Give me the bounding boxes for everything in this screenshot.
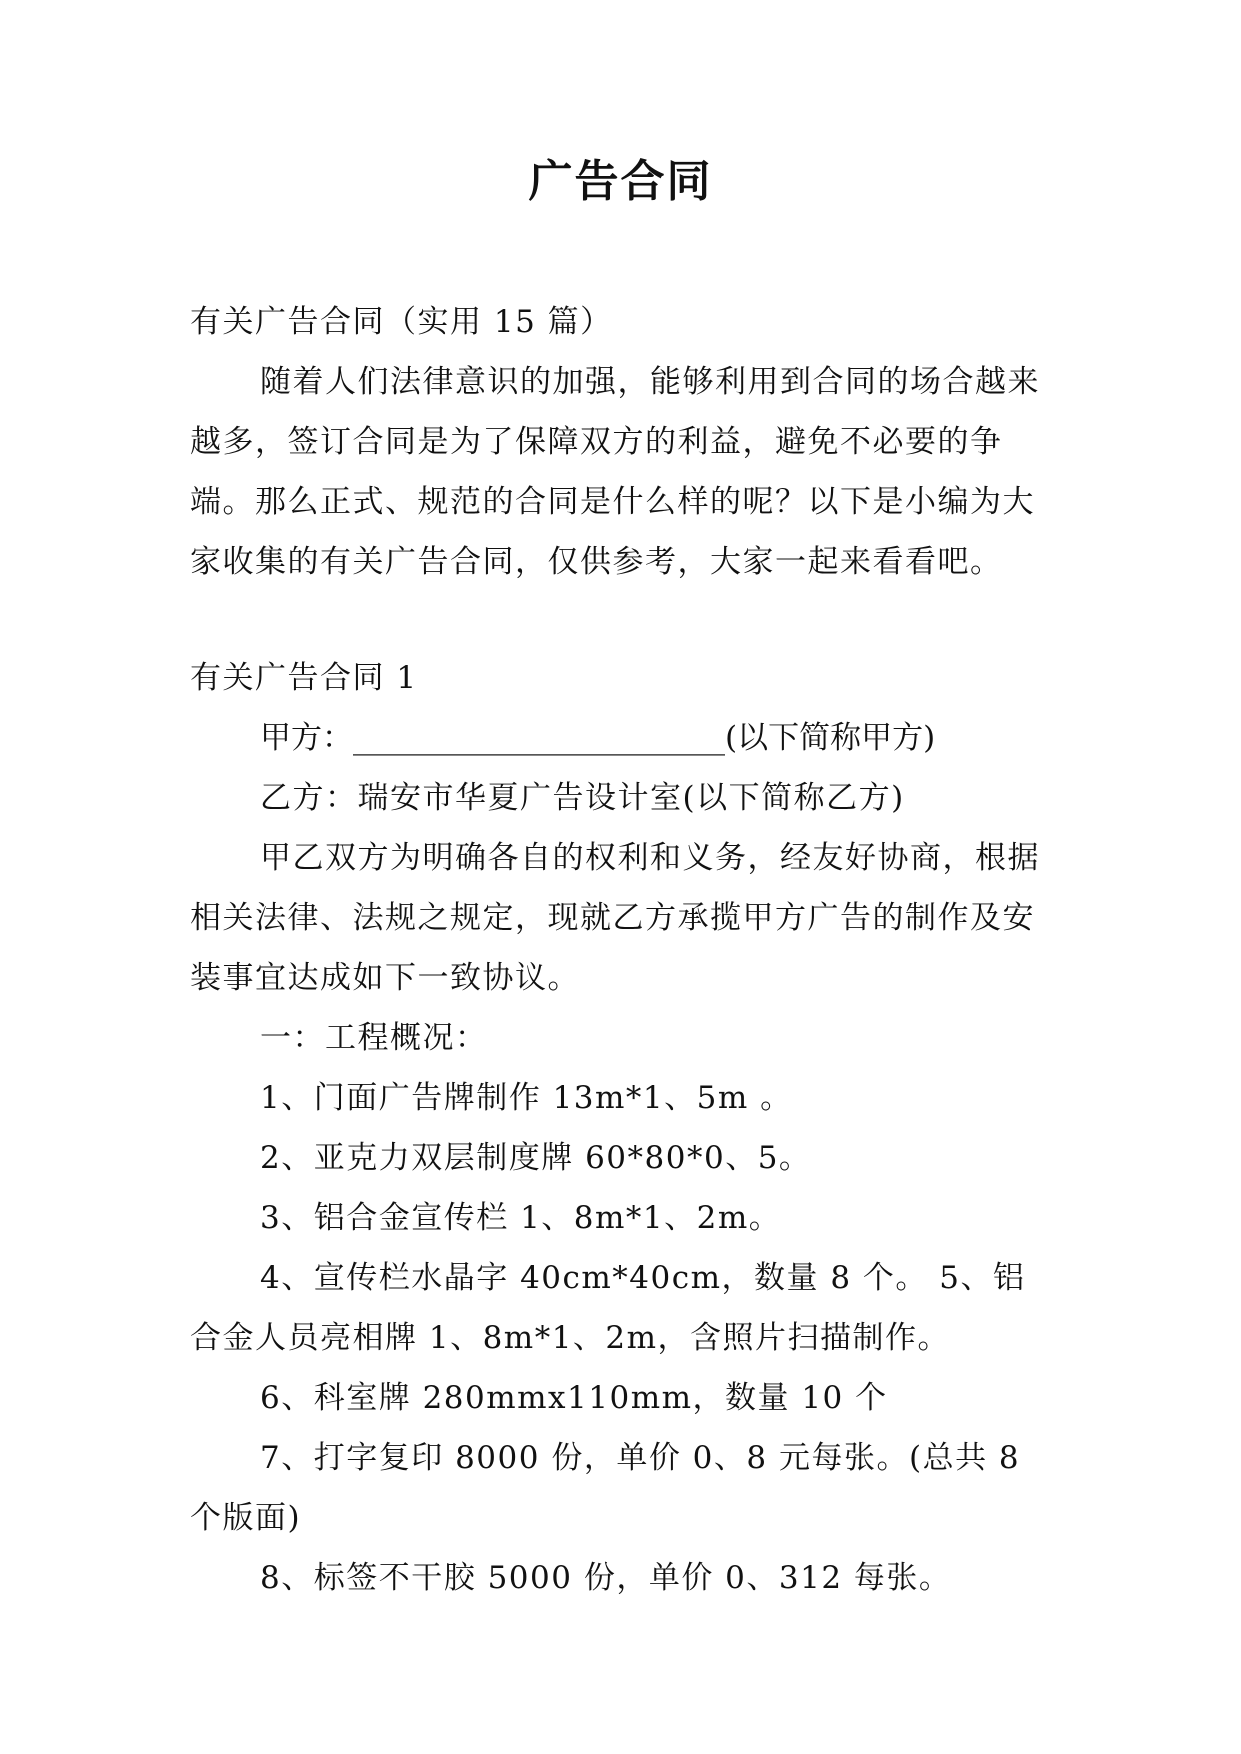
intro-paragraph: 随着人们法律意识的加强，能够利用到合同的场合越来越多，签订合同是为了保障双方的利益，避免不必要的争端。那么正式、规范的合同是什么样的呢？以下是小编为大家收集的有关广告合同，仅供参考，大家一起来看看吧。 [190, 364, 1040, 580]
project-item: 7、打字复印 8000 份，单价 0、8 元每张。(总共 8 个版面) [190, 1440, 1021, 1536]
project-item: 1、门面广告牌制作 13m*1、5m 。 [260, 1080, 793, 1116]
agreement-paragraph: 甲乙双方为明确各自的权利和义务，经友好协商，根据相关法律、法规之规定，现就乙方承揽甲方广告的制作及安装事宜达成如下一致协议。 [190, 840, 1040, 996]
party-b-line: 乙方：瑞安市华夏广告设计室(以下简称乙方) [260, 780, 905, 816]
document-title: 广告合同 [528, 156, 713, 207]
document-body [190, 292, 1050, 1608]
project-heading: 一：工程概况： [260, 1020, 488, 1056]
party-a-line: 甲方：________________________(以下简称甲方) [260, 720, 936, 756]
project-item: 2、亚克力双层制度牌 60*80*0、5。 [260, 1140, 812, 1176]
project-item: 8、标签不干胶 5000 份，单价 0、312 每张。 [260, 1560, 952, 1596]
section-heading: 有关广告合同 1 [190, 660, 418, 696]
project-item: 3、铝合金宣传栏 1、8m*1、2m。 [260, 1200, 782, 1236]
document-subtitle: 有关广告合同（实用 15 篇） [190, 304, 613, 340]
project-item: 4、宣传栏水晶字 40cm*40cm，数量 8 个。 5、铝合金人员亮相牌 1、8m*1、2m，含照片扫描制作。 [190, 1260, 1026, 1356]
paragraph-gap [190, 592, 1050, 648]
project-item: 6、科室牌 280mmx110mm，数量 10 个 [260, 1380, 888, 1416]
